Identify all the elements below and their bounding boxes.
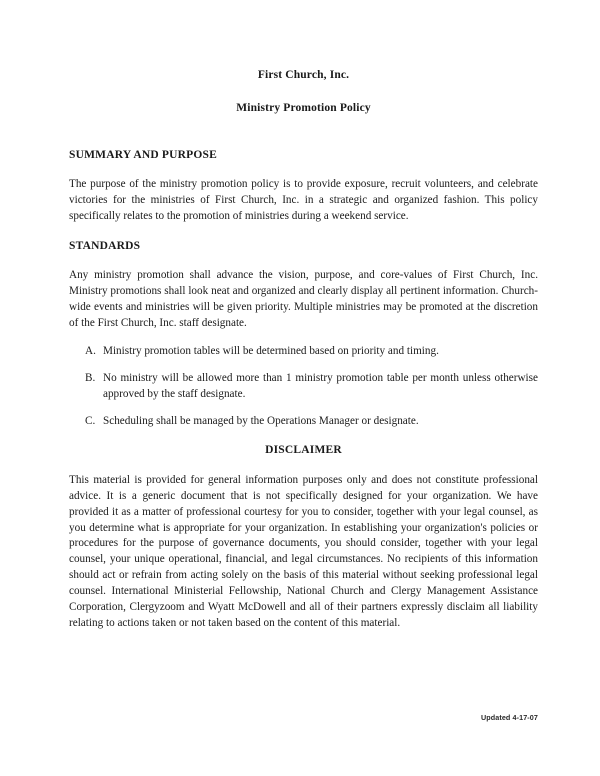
list-item <box>69 414 538 430</box>
list-item-text: Ministry promotion tables will be determined based on priority and timing. <box>103 344 439 357</box>
document-body <box>69 68 538 646</box>
document-title: First Church, Inc. <box>257 69 350 81</box>
standards-list <box>69 344 538 430</box>
summary-and-purpose-paragraph: The purpose of the ministry promotion policy is to provide exposure, recruit volunteers, and celebrate victories for the ministries of First Church, Inc. in a strategic and organized fashion. This policy specifically relates to the promotion of ministries during a weekend service. <box>69 178 538 222</box>
list-item-marker: A. <box>85 344 96 357</box>
list-item <box>69 371 538 403</box>
list-item-marker: C. <box>85 414 96 427</box>
standards-paragraph: Any ministry promotion shall advance the vision, purpose, and core-values of First Church, Inc. Ministry promotions shall look neat and organized and clearly display all pertinent information. Church-wide events and ministries will be given priority. Multiple ministries may be promoted at the discretion of the First Church, Inc. staff designate. <box>69 269 538 329</box>
disclaimer-heading: DISCLAIMER <box>265 444 342 457</box>
summary-and-purpose-heading: SUMMARY AND PURPOSE <box>69 148 217 161</box>
list-item <box>69 344 538 360</box>
standards-heading: STANDARDS <box>69 239 141 252</box>
section-spacer <box>69 429 538 443</box>
list-item-text: Scheduling shall be managed by the Operations Manager or designate. <box>103 414 419 427</box>
footer-updated-date: Updated 4-17-07 <box>480 713 538 722</box>
list-item-marker: B. <box>85 371 96 384</box>
disclaimer-paragraph: This material is provided for general information purposes only and does not constitute professional advice. It is a generic document that is not specifically designed for your organization. We have provided it as a matter of professional courtesy for you to consider, together with your legal counsel, as you determine what is appropriate for your organization. In establishing your organization's policies or procedures for the purpose of governance documents, you should consider, together with your legal counsel, your unique operational, financial, and legal circumstances. No recipients of this information should act or refrain from acting solely on the basis of this material without seeking professional legal counsel. International Ministerial Fellowship, National Church and Clergy Management Assistance Corporation, Clergyzoom and Wyatt McDowell and all of their partners expressly disclaim all liability relating to actions taken or not taken based on the content of this material. <box>69 473 538 629</box>
document-subtitle: Ministry Promotion Policy <box>236 102 371 115</box>
list-item-text: No ministry will be allowed more than 1 ministry promotion table per month unless otherwise approved by the staff designate. <box>103 371 538 400</box>
